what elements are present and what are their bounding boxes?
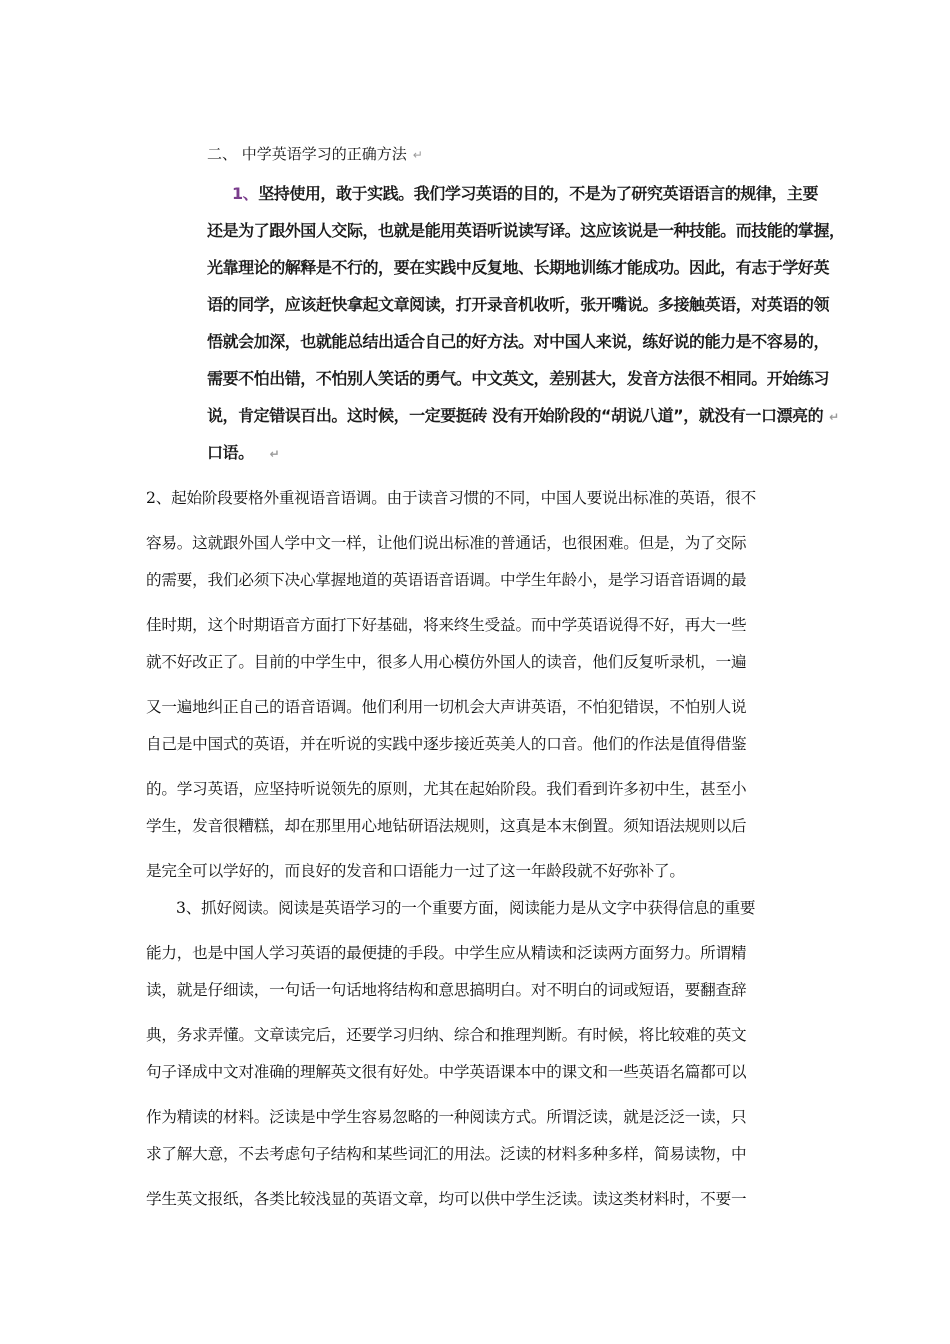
paragraph-mark-icon: ↵ [269,447,280,461]
paragraph-line: 典，务求弄懂。文章读完后，还要学习归纳、综合和推理判断。有时候，将比较难的英文 [146,1026,747,1044]
paragraph-line: 读，就是仔细读，一句话一句话地将结构和意思搞明白。对不明白的词或短语，要翻查辞 [146,981,747,999]
paragraph-line: 又一遍地纠正自己的语音语调。他们利用一切机会大声讲英语，不怕犯错误，不怕别人说 [146,698,747,716]
paragraph-line: 是完全可以学好的，而良好的发音和口语能力一过了这一年龄段就不好弥补了。 [146,862,685,880]
paragraph-number: 1、 [232,184,259,203]
paragraph-mark-icon: ↵ [829,410,839,424]
paragraph-line: 说，肯定错误百出。这时候，一定要挺砖 没有开始阶段的“胡说八道”，就没有一口漂亮的 ↵ [207,406,839,425]
section-heading [207,143,423,166]
paragraph-line: 需要不怕出错，不怕别人笑话的勇气。中文英文，差别甚大，发音方法很不相同。开始练习 [207,369,830,388]
paragraph-line: 学生，发音很糟糕，却在那里用心地钻研语法规则，这真是本末倒置。须知语法规则以后 [146,817,747,835]
paragraph-line: 口语。 ↵ [207,443,280,462]
paragraph-line: 光靠理论的解释是不行的，要在实践中反复地、长期地训练才能成功。因此，有志于学好英 [207,258,830,277]
paragraph-line: 句子译成中文对准确的理解英文很有好处。中学英语课本中的课文和一些英语名篇都可以 [146,1063,747,1081]
paragraph-line: 自己是中国式的英语，并在听说的实践中逐步接近英美人的口音。他们的作法是值得借鉴 [146,735,747,753]
paragraph-line: 学生英文报纸，各类比较浅显的英语文章，均可以供中学生泛读。读这类材料时，不要一 [146,1190,747,1208]
paragraph-mark-icon: ↵ [412,148,423,162]
paragraph-line: 容易。这就跟外国人学中文一样，让他们说出标准的普通话，也很困难。但是，为了交际 [146,534,747,552]
paragraph-line: 3、抓好阅读。阅读是英语学习的一个重要方面，阅读能力是从文字中获得信息的重要 [176,899,756,917]
paragraph-line: 的。学习英语，应坚持听说领先的原则，尤其在起始阶段。我们看到许多初中生，甚至小 [146,780,747,798]
paragraph-line: 语的同学，应该赶快拿起文章阅读，打开录音机收听，张开嘴说。多接触英语，对英语的领 [207,295,830,314]
paragraph-line: 的需要，我们必须下决心掌握地道的英语语音语调。中学生年龄小，是学习语音语调的最 [146,571,747,589]
paragraph-line: 悟就会加深，也就能总结出适合自己的好方法。对中国人来说，练好说的能力是不容易的， [207,332,830,351]
heading-text: 二、 中学英语学习的正确方法 [207,145,407,163]
paragraph-line: 还是为了跟外国人交际，也就是能用英语听说读写译。这应该说是一种技能。而技能的掌握， [207,221,845,240]
paragraph-line: 就不好改正了。目前的中学生中，很多人用心模仿外国人的读音，他们反复听录机，一遍 [146,653,747,671]
paragraph-line: 作为精读的材料。泛读是中学生容易忽略的一种阅读方式。所谓泛读，就是泛泛一读，只 [146,1108,747,1126]
paragraph-line: 2、起始阶段要格外重视语音语调。由于读音习惯的不同，中国人要说出标准的英语，很不 [146,489,757,507]
paragraph-line: 1、坚持使用，敢于实践。我们学习英语的目的，不是为了研究英语语言的规律，主要 [232,184,819,203]
paragraph-line: 求了解大意，不去考虑句子结构和某些词汇的用法。泛读的材料多种多样，简易读物，中 [146,1145,747,1163]
paragraph-line: 能力，也是中国人学习英语的最便捷的手段。中学生应从精读和泛读两方面努力。所谓精 [146,944,747,962]
paragraph-line: 佳时期，这个时期语音方面打下好基础，将来终生受益。而中学英语说得不好，再大一些 [146,616,747,634]
